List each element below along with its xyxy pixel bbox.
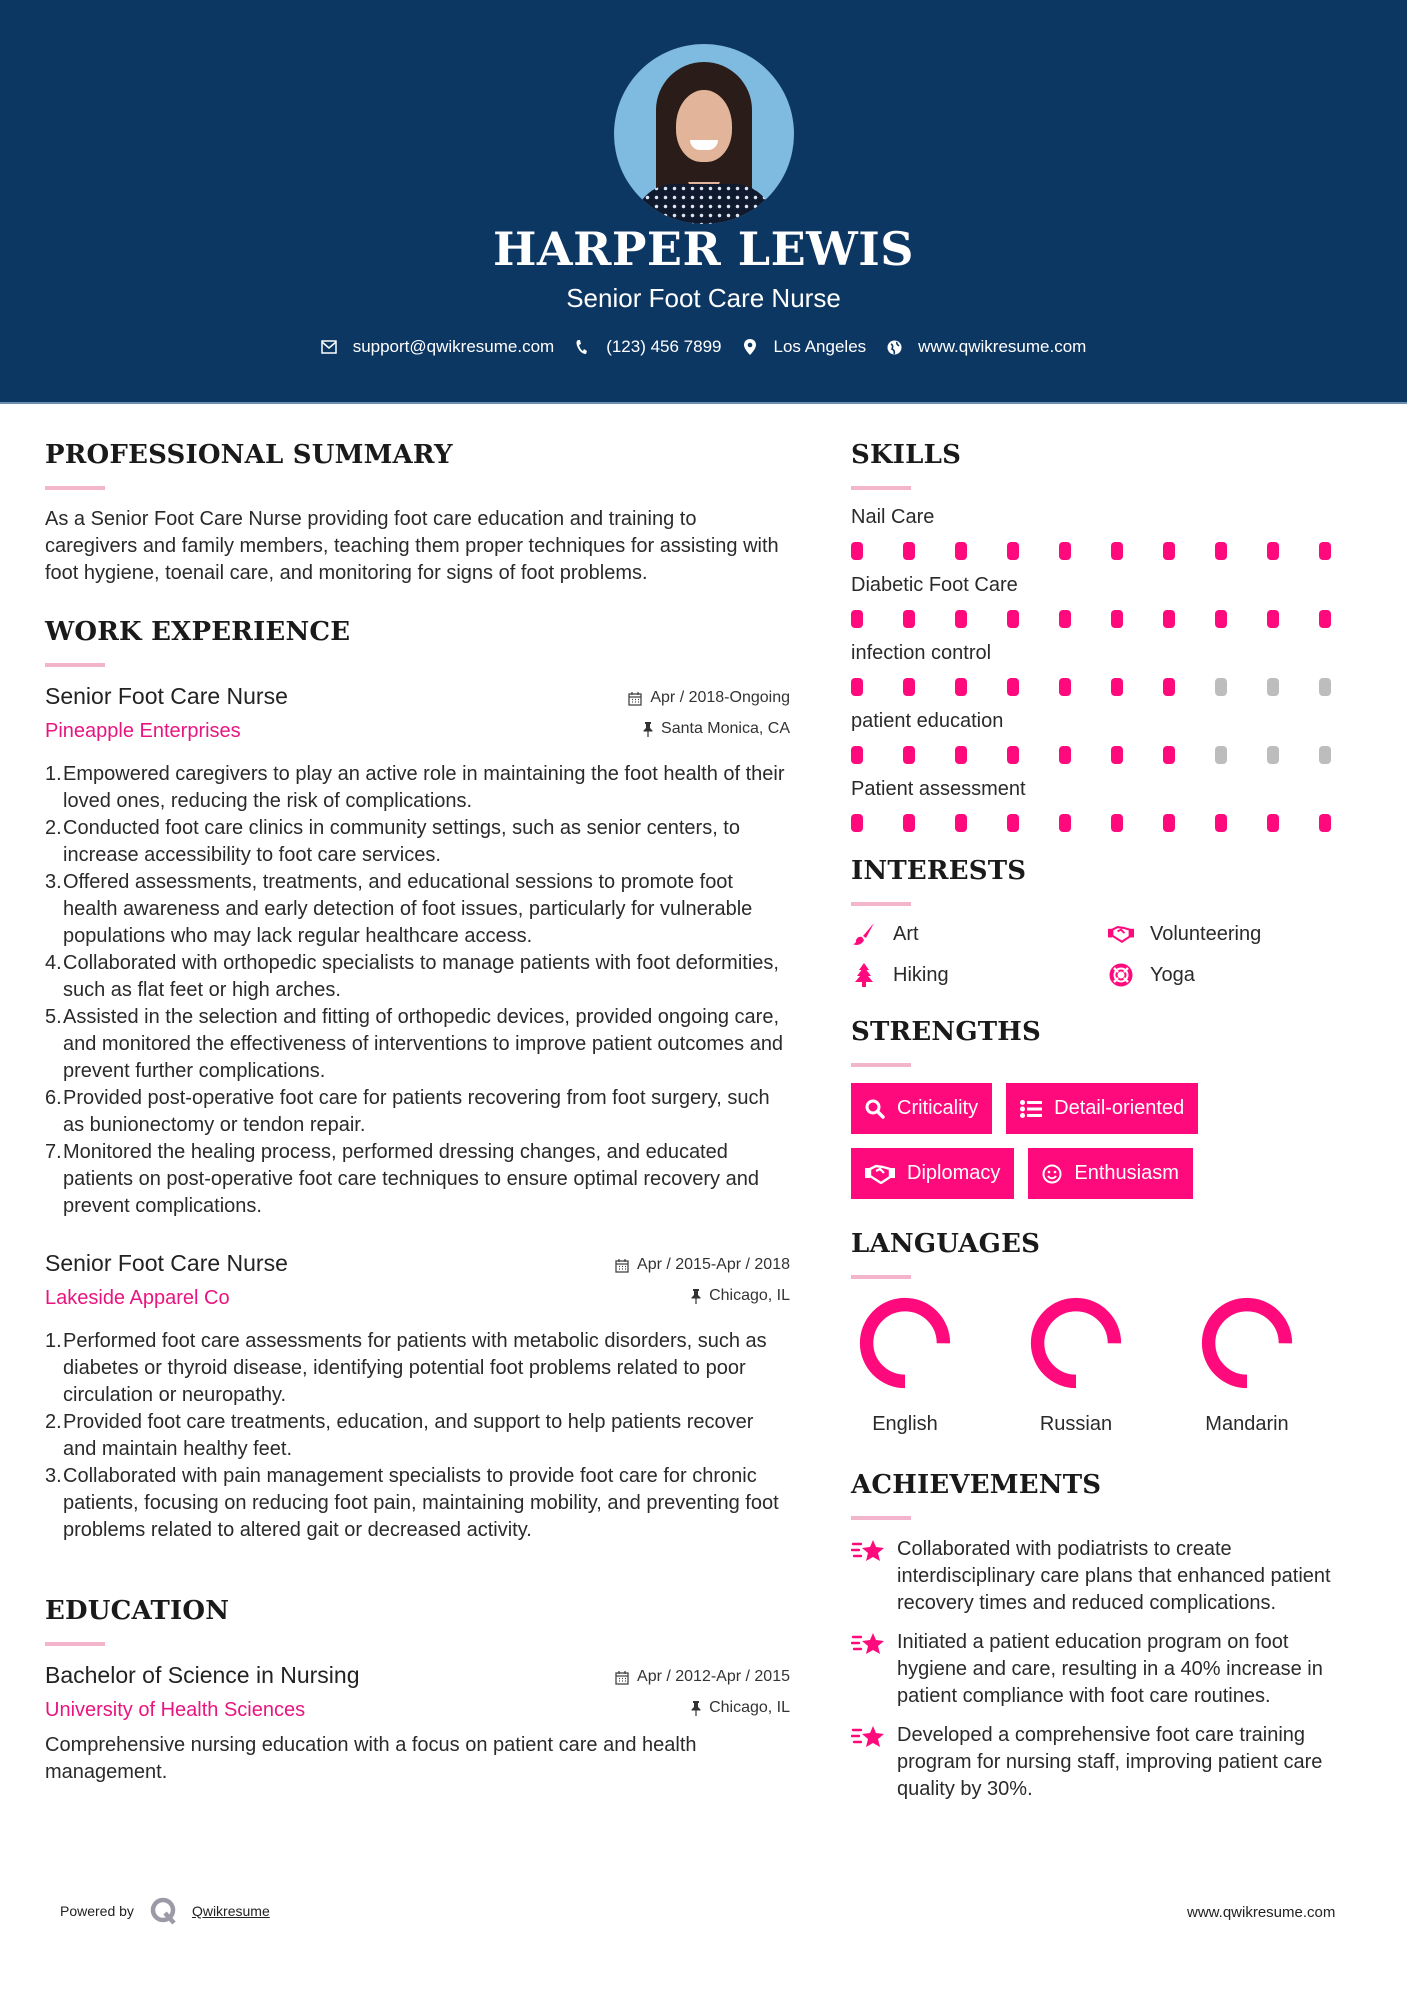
rating-dot-filled [1215,814,1227,832]
achievement-text: Initiated a patient education program on foot hygiene and care, resulting in a 40% increase in patient compliance with foot care routines. [897,1631,1323,1707]
language-name: English [872,1413,938,1435]
search-icon [865,1099,885,1119]
job-location [691,1287,790,1305]
rating-dot-filled [851,542,863,560]
email-text: support@qwikresume.com [352,337,555,356]
language-item [1022,1295,1193,1436]
footer-website[interactable]: www.qwikresume.com [1187,1904,1336,1921]
skill-name: Nail Care [851,506,935,528]
contact-phone[interactable] [574,337,721,357]
skill-name: patient education [851,710,1004,732]
rating-dot-filled [1163,678,1175,696]
rating-dot-filled [1267,814,1279,832]
calendar-icon [615,1670,629,1685]
rating-dot-empty [1267,746,1279,764]
calendar-icon [628,691,642,706]
summary-text: As a Senior Foot Care Nurse providing foot care education and training to caregivers and family members, teaching them proper techniques for assisting with foot hygiene, toenail care, and monitoring for signs of foot problems. [45,508,779,584]
shooting-star-icon [851,1722,887,1749]
strength-label: Detail-oriented [1054,1097,1185,1119]
achievement-item [851,1722,1371,1803]
job-entry [45,1250,790,1544]
photo-face [676,90,732,162]
rating-dot-filled [1163,814,1175,832]
rating-dot-filled [903,678,915,696]
language-progress-ring [1199,1295,1295,1391]
rating-dot-filled [1111,814,1123,832]
section-title: INTERESTS [851,856,1027,886]
profile-photo [614,44,794,224]
skills-section [851,440,1371,834]
skill-name: infection control [851,642,992,664]
achievement-text: Collaborated with podiatrists to create interdisciplinary care plans that enhanced patient recovery times and reduced complications. [897,1538,1331,1614]
right-column [851,440,1371,1815]
strength-label: Enthusiasm [1074,1162,1179,1184]
job-date [628,689,790,707]
education-location-text: Chicago, IL [709,1699,790,1716]
job-bullets [45,1328,790,1544]
rating-dot-filled [1007,610,1019,628]
rating-dot-empty [1319,746,1331,764]
job-title: Senior Foot Care Nurse [45,1250,288,1276]
job-date [615,1256,790,1274]
contact-website[interactable] [886,337,1086,357]
rating-dot-filled [955,746,967,764]
qwikresume-logo-icon [150,1897,178,1925]
list-icon [1020,1100,1042,1118]
rating-dot-empty [1319,678,1331,696]
rating-dot-filled [1319,814,1331,832]
candidate-name: HARPER LEWIS [492,222,915,276]
skills-list [851,506,1371,834]
skill-rating [851,610,1371,630]
skill-rating [851,542,1371,562]
section-title: SKILLS [851,440,962,470]
powered-by-text: Powered by [60,1903,134,1919]
contact-location [742,337,867,357]
bullet-item: 3. Collaborated with pain management specialists to provide foot care for chronic patients, focusing on reducing foot pain, maintaining mobility, and preventing foot problems related to altered gait or decreased activity. [45,1465,779,1541]
bullet-item: 2. Provided foot care treatments, education, and support to help patients recover and maintain healthy feet. [45,1411,754,1460]
rating-dot-filled [1007,542,1019,560]
section-divider [45,486,105,490]
interest-item [1108,922,1365,946]
achievement-text: Developed a comprehensive foot care training program for nursing staff, improving patient care quality by 30%. [897,1724,1323,1800]
rating-dot-filled [1163,610,1175,628]
interest-label: Art [893,922,919,945]
section-divider [45,1642,105,1646]
language-item [851,1295,1022,1436]
rating-dot-filled [1163,746,1175,764]
degree-title: Bachelor of Science in Nursing [45,1662,360,1688]
section-title: PROFESSIONAL SUMMARY [45,440,453,470]
envelope-icon [321,339,337,355]
languages-list [851,1295,1371,1436]
education-entry [45,1662,790,1786]
globe-icon [886,339,902,355]
rating-dot-filled [1059,678,1071,696]
powered-by [60,1897,270,1925]
language-progress-ring [1028,1295,1124,1391]
achievement-item [851,1629,1371,1710]
rating-dot-filled [1111,746,1123,764]
job-date-text: Apr / 2015-Apr / 2018 [637,1256,790,1273]
rating-dot-filled [903,746,915,764]
pushpin-icon [643,722,653,737]
rating-dot-empty [1267,678,1279,696]
website-text: www.qwikresume.com [918,337,1087,356]
education-location [691,1699,790,1717]
section-title: LANGUAGES [851,1229,1041,1259]
strength-badge [1006,1083,1198,1134]
contact-bar [0,337,1407,357]
rating-dot-filled [1111,610,1123,628]
strengths-list [851,1083,1291,1199]
life-ring-icon [1108,963,1134,987]
section-title: STRENGTHS [851,1017,1042,1047]
phone-text: (123) 456 7899 [606,337,722,356]
interest-label: Yoga [1150,963,1195,986]
skill-item [851,574,1371,630]
rating-dot-filled [1267,542,1279,560]
education-date-text: Apr / 2012-Apr / 2015 [637,1668,790,1685]
strength-badge [851,1148,1014,1199]
interest-label: Volunteering [1150,922,1262,945]
strength-label: Diplomacy [907,1162,1001,1184]
rating-dot-filled [1111,678,1123,696]
rating-dot-filled [851,678,863,696]
job-entry [45,683,790,1220]
pushpin-icon [691,1289,701,1304]
strength-label: Criticality [897,1097,979,1119]
rating-dot-filled [1319,610,1331,628]
job-title: Senior Foot Care Nurse [45,683,288,709]
section-divider [851,486,911,490]
job-bullets [45,761,790,1220]
rating-dot-filled [851,814,863,832]
interest-label: Hiking [893,963,949,986]
skill-item [851,642,1371,698]
bullet-item: 3. Offered assessments, treatments, and educational sessions to promote foot health awareness and early detection of foot issues, particularly for vulnerable populations who may lack regular healthcare access. [45,871,753,947]
skill-rating [851,678,1371,698]
left-column [45,440,790,1786]
qwikresume-link[interactable]: Qwikresume [191,1903,270,1919]
interest-item [851,922,1108,946]
tree-icon [851,963,877,987]
candidate-title: Senior Foot Care Nurse [566,283,841,313]
section-divider [851,1063,911,1067]
language-name: Russian [1039,1413,1113,1435]
resume-header [0,0,1407,404]
location-text: Los Angeles [773,337,867,356]
paintbrush-icon [851,922,877,946]
bullet-item: 1. Performed foot care assessments for patients with metabolic disorders, such as diabetes or thyroid disease, identifying potential foot problems related to poor circulation or neuropathy. [45,1330,767,1406]
section-divider [851,1516,911,1520]
rating-dot-filled [1267,610,1279,628]
skill-item [851,506,1371,562]
contact-email[interactable] [321,337,555,357]
skill-name: Diabetic Foot Care [851,574,1018,596]
rating-dot-filled [1163,542,1175,560]
rating-dot-filled [1059,814,1071,832]
rating-dot-filled [903,814,915,832]
rating-dot-filled [1059,542,1071,560]
section-divider [851,1275,911,1279]
interests-section [851,856,1371,987]
skill-item [851,710,1371,766]
skill-item [851,778,1371,834]
map-marker-icon [742,339,758,355]
section-divider [851,902,911,906]
rating-dot-filled [955,542,967,560]
rating-dot-filled [851,610,863,628]
rating-dot-filled [851,746,863,764]
rating-dot-filled [1215,542,1227,560]
rating-dot-filled [955,610,967,628]
rating-dot-filled [1215,610,1227,628]
experience-section [45,617,790,1544]
smile-icon [1042,1164,1062,1184]
interests-list [851,922,1371,987]
language-name: Mandarin [1205,1413,1289,1435]
achievements-section [851,1470,1371,1803]
bullet-item: 4. Collaborated with orthopedic specialists to manage patients with foot deformities, such as flat feet or high arches. [45,952,779,1001]
section-title: ACHIEVEMENTS [851,1470,1102,1500]
summary-section [45,440,790,587]
handshake-icon [1108,922,1134,946]
shooting-star-icon [851,1629,887,1656]
language-progress-ring [857,1295,953,1391]
interest-item [1108,963,1365,987]
rating-dot-filled [903,610,915,628]
calendar-icon [615,1258,629,1273]
rating-dot-empty [1215,678,1227,696]
section-divider [45,663,105,667]
rating-dot-filled [1319,542,1331,560]
achievements-list [851,1536,1371,1803]
education-section [45,1596,790,1786]
rating-dot-empty [1215,746,1227,764]
rating-dot-filled [1059,610,1071,628]
photo-shirt [634,184,774,224]
school-name: University of Health Sciences [45,1699,306,1721]
rating-dot-filled [955,678,967,696]
skill-name: Patient assessment [851,778,1026,800]
job-location-text: Santa Monica, CA [661,720,790,737]
rating-dot-filled [903,542,915,560]
bullet-item: 5. Assisted in the selection and fitting of orthopedic devices, provided ongoing care, and monitored the effectiveness of interventions to improve patient outcomes and prevent further complications. [45,1006,784,1082]
job-company: Lakeside Apparel Co [45,1287,230,1309]
bullet-item: 6. Provided post-operative foot care for patients recovering from foot surgery, such as bunionectomy or tendon repair. [45,1087,770,1136]
handshake-icon [865,1164,895,1184]
skill-rating [851,814,1371,834]
education-description: Comprehensive nursing education with a focus on patient care and health management. [45,1734,697,1783]
rating-dot-filled [1007,746,1019,764]
strength-badge [1028,1148,1193,1199]
skill-rating [851,746,1371,766]
language-item [1193,1295,1364,1436]
bullet-item: 2. Conducted foot care clinics in community settings, such as senior centers, to increase accessibility to foot care services. [45,817,740,866]
rating-dot-filled [1007,814,1019,832]
achievement-item [851,1536,1371,1617]
shooting-star-icon [851,1536,887,1563]
bullet-item: 7. Monitored the healing process, performed dressing changes, and educated patients on post-operative foot care techniques to ensure optimal recovery and prevent complications. [45,1141,759,1217]
rating-dot-filled [1007,678,1019,696]
section-title: WORK EXPERIENCE [45,617,351,647]
education-date [615,1668,790,1686]
job-date-text: Apr / 2018-Ongoing [650,689,790,706]
section-title: EDUCATION [45,1596,230,1626]
rating-dot-filled [1059,746,1071,764]
strength-badge [851,1083,992,1134]
rating-dot-filled [1111,542,1123,560]
job-location [643,720,790,738]
phone-icon [574,339,590,355]
bullet-item: 1. Empowered caregivers to play an active role in maintaining the foot health of their loved ones, reducing the risk of complications. [45,763,785,812]
pushpin-icon [691,1701,701,1716]
job-location-text: Chicago, IL [709,1287,790,1304]
interest-item [851,963,1108,987]
languages-section [851,1229,1371,1436]
strengths-section [851,1017,1371,1199]
rating-dot-filled [955,814,967,832]
job-company: Pineapple Enterprises [45,720,241,742]
